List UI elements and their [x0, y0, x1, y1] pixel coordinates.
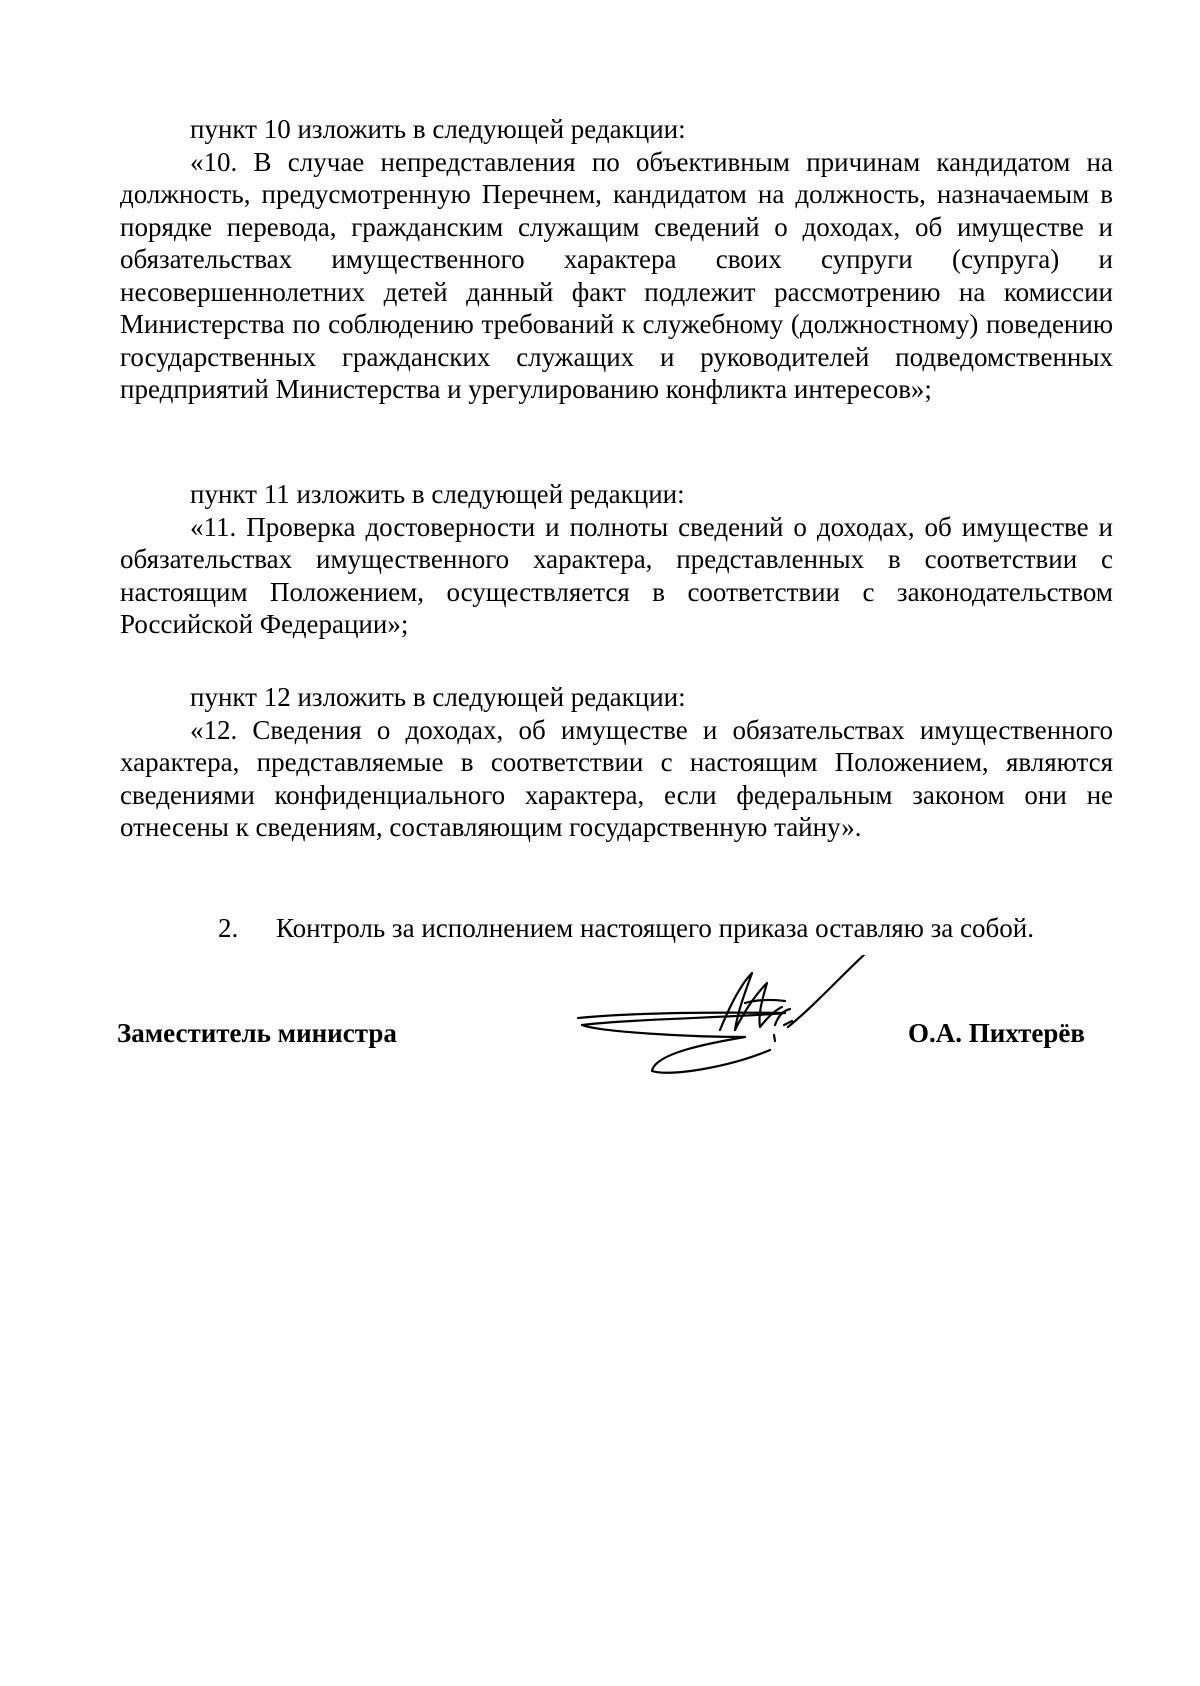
item-10-section: [120, 113, 1113, 406]
item-12-text: «12. Сведения о доходах, об имуществе и обязательствах имущественного характера, представляемые в соответствии с настоящим Положением, являются сведениями конфиденциального характера, если федеральным законом они не отнесены к сведениям, составляющим государственную тайну».: [120, 714, 1113, 842]
item-12-section: [120, 681, 1113, 844]
item-11-text: «11. Проверка достоверности и полноты сведений о доходах, об имуществе и обязательствах имущественного характера, представленных в соответствии с настоящим Положением, осуществляется в соответствии с законодательством Российской Федерации»;: [120, 511, 1113, 639]
item-11-intro: пункт 11 изложить в следующей редакции:: [190, 479, 685, 509]
signatory-name: О.А. Пихтерёв: [908, 1018, 1085, 1048]
item-10-intro: пункт 10 изложить в следующей редакции:: [190, 114, 686, 144]
signatory-position: Заместитель министра: [117, 1018, 397, 1048]
item-11-section: [120, 478, 1113, 641]
handwritten-signature: [570, 955, 930, 1085]
point-2: [218, 912, 1034, 945]
point-2-number: 2.: [218, 913, 239, 943]
item-10-text: «10. В случае непредставления по объективным причинам кандидатом на должность, предусмотренную Перечнем, кандидатом на должность, назначаемым в порядке перевода, гражданским служащим сведений о доходах, об имуществе и обязательствах имущественного характера своих супруги (супруга) и несовершеннолетних детей данный факт подлежит рассмотрению на комиссии Министерства по соблюдению требований к служебному (должностному) поведению государственных гражданских служащих и руководителей подведомственных предприятий Министерства и урегулированию конфликта интересов»;: [120, 146, 1113, 404]
point-2-text: Контроль за исполнением настоящего приказа оставляю за собой.: [276, 913, 1034, 943]
item-12-intro: пункт 12 изложить в следующей редакции:: [190, 682, 686, 712]
